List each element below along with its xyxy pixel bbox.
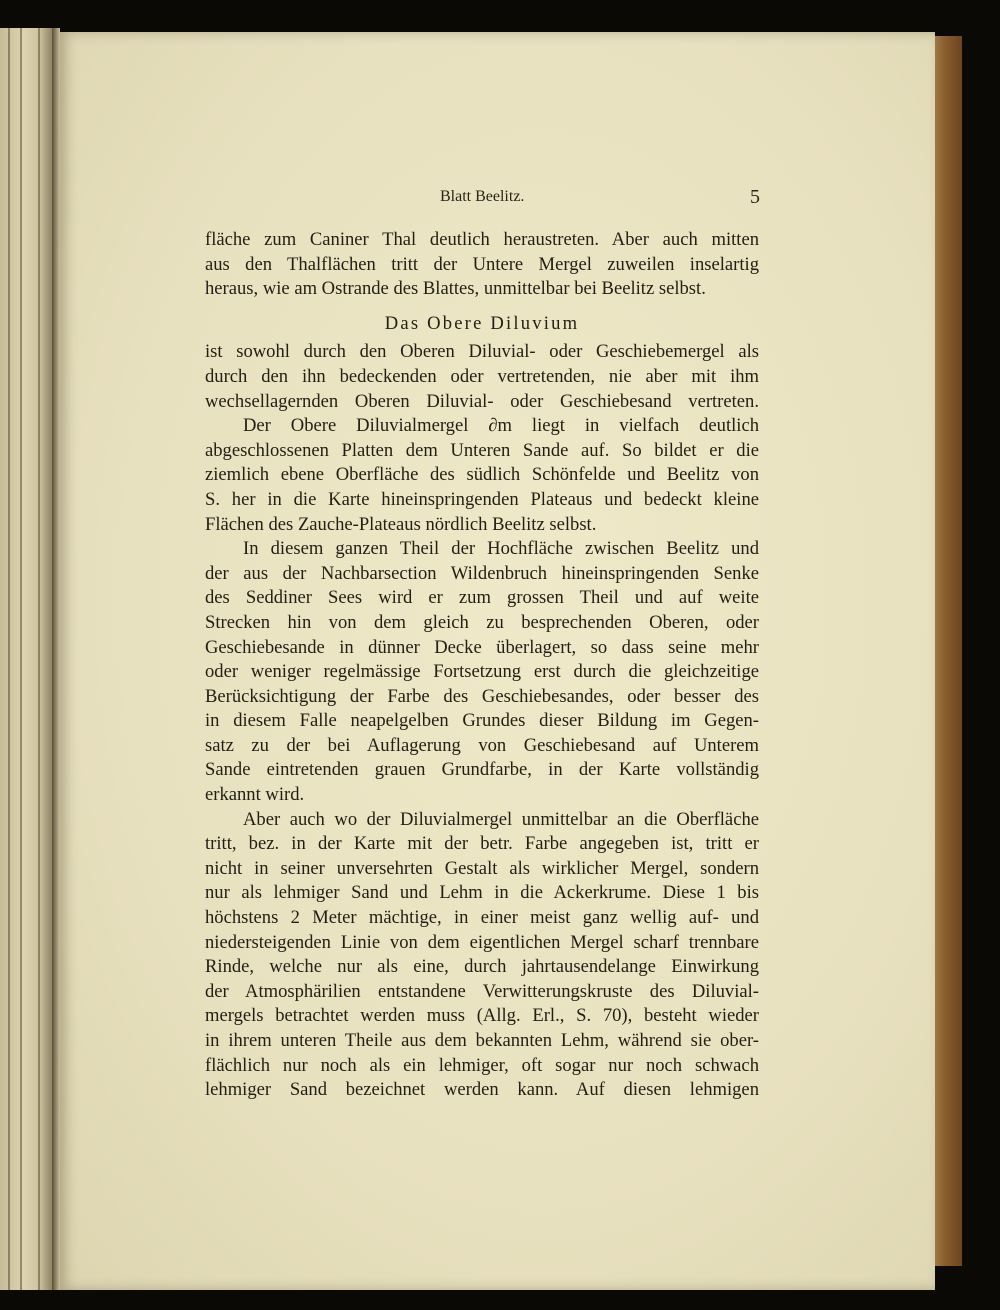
text-line: Rinde, welche nur als eine, durch jahrtausendelange Einwirkung	[205, 956, 759, 978]
text-line: ziemlich ebene Oberfläche des südlich Schönfelde und Beelitz von	[205, 464, 759, 486]
paragraph-intro	[205, 228, 759, 302]
section-heading: Das Obere Diluvium	[384, 312, 580, 334]
page-crease	[20, 28, 22, 1290]
page-crease	[38, 28, 40, 1290]
text-line: höchstens 2 Meter mächtige, in einer meist ganz wellig auf- und	[205, 907, 759, 929]
text-line: abgeschlossenen Platten dem Unteren Sande auf. So bildet er die	[205, 439, 759, 461]
text-line: durch den ihn bedeckenden oder vertretenden, nie aber mit ihm	[205, 365, 759, 387]
text-line: nicht in seiner unversehrten Gestalt als wirklicher Mergel, sondern	[205, 857, 759, 879]
text-line: satz zu der bei Auflagerung von Geschiebesand auf Unterem	[205, 734, 759, 756]
text-line: des Seddiner Sees wird er zum grossen Theil und auf weite	[205, 587, 759, 609]
paragraph-1	[205, 340, 759, 414]
book-edge	[934, 36, 962, 1266]
text-line: Flächen des Zauche-Plateaus nördlich Beelitz selbst.	[205, 513, 597, 535]
text-line: Geschiebesande in dünner Decke überlagert, so dass seine mehr	[205, 636, 759, 658]
paragraph-3	[205, 537, 759, 808]
running-head: Blatt Beelitz.	[440, 188, 525, 205]
text-line: flächlich nur noch als ein lehmiger, oft sogar nur noch schwach	[205, 1054, 759, 1076]
text-line: ist sowohl durch den Oberen Diluvial- oder Geschiebemergel als	[205, 341, 759, 363]
text-line: oder weniger regelmässige Fortsetzung erst durch die gleichzeitige	[205, 661, 759, 683]
text-line: Strecken hin von dem gleich zu besprechenden Oberen, oder	[205, 611, 759, 633]
text-line: wechsellagernden Oberen Diluvial- oder Geschiebesand vertreten.	[205, 390, 759, 412]
text-line: S. her in die Karte hineinspringenden Plateaus und bedeckt kleine	[205, 488, 759, 510]
text-line: nur als lehmiger Sand und Lehm in die Ackerkrume. Diese 1 bis	[205, 882, 759, 904]
text-line: erkannt wird.	[205, 784, 305, 806]
text-line: lehmiger Sand bezeichnet werden kann. Auf diesen lehmigen	[205, 1079, 759, 1101]
body-text	[205, 228, 759, 1103]
text-line: heraus, wie am Ostrande des Blattes, unmittelbar bei Beelitz selbst.	[205, 278, 706, 300]
text-line: mergels betrachtet werden muss (Allg. Erl., S. 70), besteht wieder	[205, 1005, 759, 1027]
paragraph-2	[205, 414, 759, 537]
book-gutter	[52, 28, 60, 1290]
text-line: Aber auch wo der Diluvialmergel unmittelbar an die Oberfläche	[243, 808, 759, 830]
text-line: fläche zum Caniner Thal deutlich heraustreten. Aber auch mitten	[205, 229, 759, 250]
facing-page-edge	[0, 28, 52, 1290]
text-line: der Atmosphärilien entstandene Verwitterungskruste des Diluvial-	[205, 980, 759, 1002]
text-line: niedersteigenden Linie von dem eigentlichen Mergel scharf trennbare	[205, 931, 759, 953]
page-header	[0, 188, 1000, 212]
text-line: Sande eintretenden grauen Grundfarbe, in der Karte vollständig	[205, 759, 759, 781]
text-line: der aus der Nachbarsection Wildenbruch hineinspringenden Senke	[205, 562, 759, 584]
text-line: tritt, bez. in der Karte mit der betr. Farbe angegeben ist, tritt er	[205, 833, 759, 855]
text-line: In diesem ganzen Theil der Hochfläche zwischen Beelitz und	[243, 538, 759, 560]
page-number: 5	[750, 186, 760, 208]
paragraph-4	[205, 808, 759, 1103]
page-crease	[8, 28, 10, 1290]
text-line: aus den Thalflächen tritt der Untere Mergel zuweilen inselartig	[205, 253, 759, 275]
text-line: Der Obere Diluvialmergel ∂m liegt in vielfach deutlich	[243, 415, 759, 437]
text-line: in ihrem unteren Theile aus dem bekannten Lehm, während sie ober-	[205, 1030, 759, 1051]
text-line: in diesem Falle neapelgelben Grundes dieser Bildung im Gegen-	[205, 710, 759, 732]
text-line: Berücksichtigung der Farbe des Geschiebesandes, oder besser des	[205, 685, 759, 707]
